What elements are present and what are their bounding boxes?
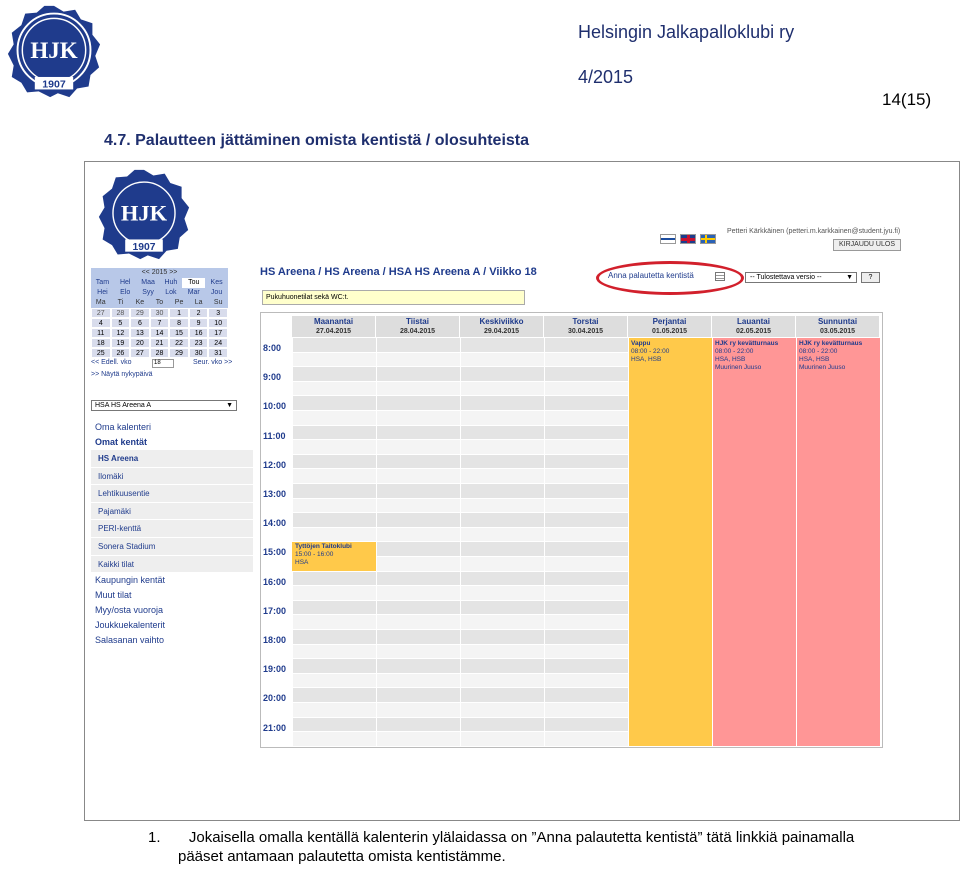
time-slot[interactable]	[377, 572, 460, 587]
svg-text:1907: 1907	[132, 241, 156, 253]
feedback-link[interactable]: Anna palautetta kentistä	[608, 271, 694, 280]
side-menu	[91, 420, 253, 648]
time-slot[interactable]	[293, 703, 376, 718]
time-slot[interactable]	[545, 601, 628, 616]
event-time: 15:00 - 16:00	[295, 551, 334, 559]
field-list	[91, 450, 253, 573]
time-slot[interactable]	[377, 542, 460, 557]
time-slot[interactable]	[545, 572, 628, 587]
day-date: 28.04.2015	[399, 328, 436, 335]
event-who: HSA, HSB	[715, 356, 746, 363]
day-cell[interactable]: 18	[91, 338, 111, 348]
day-date: 29.04.2015	[483, 328, 520, 335]
app-screenshot	[84, 161, 960, 821]
hour-label: 11:00	[263, 430, 286, 441]
day-name: Perjantai	[652, 317, 687, 326]
time-slot[interactable]	[461, 645, 544, 660]
week-calendar	[260, 312, 883, 748]
time-slot[interactable]	[545, 353, 628, 368]
menu-item[interactable]: Muut tilat	[95, 590, 132, 601]
prev-week-link[interactable]: << Edell. vko	[91, 359, 132, 366]
month-huh[interactable]: Huh	[160, 278, 183, 288]
field-item[interactable]: PERI-kenttä	[91, 520, 253, 538]
time-slot[interactable]	[377, 353, 460, 368]
time-slot[interactable]	[461, 674, 544, 689]
time-slot[interactable]	[293, 396, 376, 411]
swedish-flag-icon[interactable]	[700, 234, 716, 244]
other-menu-list	[91, 573, 253, 648]
time-slot[interactable]	[293, 338, 376, 353]
time-slot[interactable]	[293, 601, 376, 616]
highlight-circle	[596, 261, 744, 295]
time-slot[interactable]	[293, 732, 376, 747]
month-lok[interactable]: Lok	[160, 288, 183, 298]
event-who: HSA, HSB	[799, 356, 830, 363]
day-cell[interactable]: 9	[189, 318, 209, 328]
time-slot[interactable]	[377, 426, 460, 441]
time-slot[interactable]	[461, 732, 544, 747]
time-slot[interactable]	[377, 367, 460, 382]
month-hei[interactable]: Hei	[91, 288, 114, 298]
menu-item[interactable]: Kaupungin kentät	[95, 575, 166, 586]
time-slot[interactable]	[545, 542, 628, 557]
day-cell[interactable]: 28	[111, 308, 131, 318]
time-slot[interactable]	[293, 645, 376, 660]
chevron-down-icon: ▼	[226, 402, 233, 409]
time-slot[interactable]	[293, 440, 376, 455]
time-slot[interactable]	[293, 674, 376, 689]
day-date: 01.05.2015	[651, 328, 688, 335]
day-name: Torstai	[572, 317, 599, 326]
venue-select-value: HSA HS Areena A	[95, 402, 152, 409]
menu-item[interactable]: Joukkuekalenterit	[95, 620, 166, 631]
hour-label: 16:00	[263, 576, 287, 587]
hour-label: 9:00	[263, 372, 282, 383]
event-who: HSA, HSB	[631, 356, 662, 363]
day-column[interactable]	[544, 338, 628, 746]
menu-my-calendar[interactable]: Oma kalenteri	[95, 422, 152, 432]
time-slot[interactable]	[293, 513, 376, 528]
day-cell[interactable]: 5	[111, 318, 131, 328]
field-item[interactable]: Ilomäki	[91, 468, 253, 486]
month-syy[interactable]: Syy	[137, 288, 160, 298]
instruction-line-1	[148, 829, 854, 847]
svg-text:HJK: HJK	[120, 200, 168, 226]
month-elo[interactable]: Elo	[114, 288, 137, 298]
time-slot[interactable]	[377, 499, 460, 514]
time-slot[interactable]	[377, 396, 460, 411]
time-slot[interactable]	[377, 718, 460, 733]
time-slot[interactable]	[461, 688, 544, 703]
day-header	[544, 316, 627, 337]
event-person: Muurinen Juuso	[799, 364, 846, 371]
time-slot[interactable]	[545, 732, 628, 747]
time-slot[interactable]	[377, 455, 460, 470]
field-item[interactable]: Kaikki tilat	[91, 556, 253, 574]
day-column[interactable]	[712, 338, 796, 746]
show-today-link[interactable]: >> Näytä nykypäivä	[91, 371, 153, 378]
weekday-label: Ti	[111, 298, 131, 308]
calendar-event[interactable]	[799, 340, 879, 372]
day-cell[interactable]: 23	[189, 338, 209, 348]
year-nav[interactable]: << 2015 >>	[91, 268, 228, 278]
time-slot[interactable]	[545, 338, 628, 353]
event-title: Vappu	[631, 340, 651, 347]
time-slot[interactable]	[461, 338, 544, 353]
hour-label: 21:00	[263, 722, 287, 733]
page-number: 14(15)	[882, 90, 932, 109]
time-slot[interactable]	[377, 703, 460, 718]
svg-text:HJK: HJK	[30, 36, 78, 63]
svg-text:1907: 1907	[42, 78, 66, 91]
event-title: Tyttöjen Taitoklubi	[295, 543, 352, 551]
time-slot[interactable]	[377, 469, 460, 484]
calendar-event[interactable]	[292, 542, 376, 571]
day-cell[interactable]: 27	[91, 308, 111, 318]
time-slot[interactable]	[545, 455, 628, 470]
time-slot[interactable]	[545, 411, 628, 426]
day-cell[interactable]: 24	[208, 338, 228, 348]
organization-name: Helsingin Jalkapalloklubi ry	[578, 22, 795, 42]
time-slot[interactable]	[545, 513, 628, 528]
time-slot[interactable]	[461, 484, 544, 499]
hour-label: 13:00	[263, 489, 287, 499]
day-cell[interactable]: 7	[150, 318, 170, 328]
time-slot[interactable]	[377, 557, 460, 572]
day-date: 27.04.2015	[315, 328, 352, 335]
time-slot[interactable]	[461, 528, 544, 543]
day-header	[376, 316, 459, 337]
time-slot[interactable]	[377, 674, 460, 689]
day-cell[interactable]: 13	[130, 328, 150, 338]
time-slot[interactable]	[461, 396, 544, 411]
day-cell[interactable]: 29	[130, 308, 150, 318]
day-cell[interactable]: 2	[189, 308, 209, 318]
day-header	[460, 316, 543, 337]
time-slot[interactable]	[461, 572, 544, 587]
day-cell[interactable]: 28	[150, 348, 170, 358]
time-slot[interactable]	[293, 484, 376, 499]
month-tou[interactable]: Tou	[182, 278, 205, 288]
time-slot[interactable]	[293, 572, 376, 587]
time-slot[interactable]	[293, 367, 376, 382]
section-title: 4.7. Palautteen jättäminen omista kentistä / olosuhteista	[104, 132, 530, 149]
time-slot[interactable]	[377, 586, 460, 601]
time-slot[interactable]	[545, 703, 628, 718]
day-cell[interactable]: 22	[169, 338, 189, 348]
time-slot[interactable]	[545, 396, 628, 411]
day-cell[interactable]: 11	[91, 328, 111, 338]
day-cell[interactable]: 8	[169, 318, 189, 328]
day-name: Maanantai	[313, 317, 354, 326]
time-slot[interactable]	[293, 353, 376, 368]
field-item[interactable]: HS Areena	[91, 450, 253, 468]
hjk-logo	[6, 4, 102, 100]
menu-item[interactable]: Salasanan vaihto	[95, 635, 165, 646]
weekday-label: Su	[208, 298, 228, 308]
time-slot[interactable]	[293, 455, 376, 470]
time-slot[interactable]	[545, 645, 628, 660]
time-slot[interactable]	[293, 411, 376, 426]
time-slot[interactable]	[545, 440, 628, 455]
day-date: 30.04.2015	[567, 328, 604, 335]
time-slot[interactable]	[545, 367, 628, 382]
time-slot[interactable]	[293, 659, 376, 674]
calendar-title: HS Areena / HS Areena / HSA HS Areena A / Viikko 18	[260, 266, 537, 278]
time-slot[interactable]	[461, 382, 544, 397]
calendar-event[interactable]	[715, 340, 795, 372]
day-cell[interactable]: 30	[150, 308, 170, 318]
hour-label: 12:00	[263, 459, 287, 470]
chevron-down-icon: ▼	[846, 274, 853, 281]
weekday-label: Ma	[91, 298, 111, 308]
instruction-text-1: Jokaisella omalla kentällä kalenterin ylälaidassa on ”Anna palautetta kentistä” tätä linkkiä painamalla	[188, 829, 855, 846]
time-slot[interactable]	[545, 484, 628, 499]
time-slot[interactable]	[461, 630, 544, 645]
time-slot[interactable]	[377, 338, 460, 353]
menu-item[interactable]: Myy/osta vuoroja	[95, 605, 164, 616]
time-slot[interactable]	[545, 659, 628, 674]
day-cell[interactable]: 20	[130, 338, 150, 348]
time-slot[interactable]	[461, 542, 544, 557]
time-slot[interactable]	[377, 513, 460, 528]
week-number-input[interactable]: 18	[152, 359, 174, 368]
day-cell[interactable]: 15	[169, 328, 189, 338]
time-slot[interactable]	[461, 426, 544, 441]
time-slot[interactable]	[545, 557, 628, 572]
day-cell[interactable]: 12	[111, 328, 131, 338]
day-header	[292, 316, 375, 337]
day-cell[interactable]: 31	[208, 348, 228, 358]
weekday-label: Pe	[169, 298, 189, 308]
venue-select[interactable]	[91, 400, 237, 411]
time-slot[interactable]	[461, 703, 544, 718]
day-cell[interactable]: 30	[189, 348, 209, 358]
time-slot[interactable]	[377, 732, 460, 747]
time-slot[interactable]	[377, 601, 460, 616]
time-slot[interactable]	[461, 411, 544, 426]
time-slot[interactable]	[293, 688, 376, 703]
day-cell[interactable]: 27	[130, 348, 150, 358]
time-slot[interactable]	[293, 615, 376, 630]
event-who: HSA	[295, 559, 309, 567]
event-title: HJK ry kevätturnaus	[715, 340, 779, 347]
weekday-label: Ke	[130, 298, 150, 308]
document-date: 4/2015	[578, 67, 634, 87]
time-slot[interactable]	[293, 469, 376, 484]
event-time: 08:00 - 22:00	[631, 348, 670, 355]
day-cell[interactable]: 1	[169, 308, 189, 318]
time-slot[interactable]	[293, 586, 376, 601]
day-name: Lauantai	[737, 317, 770, 326]
mini-calendar	[91, 268, 228, 358]
time-slot[interactable]	[377, 382, 460, 397]
time-slot[interactable]	[545, 382, 628, 397]
time-slot[interactable]	[293, 426, 376, 441]
day-cell[interactable]: 10	[208, 318, 228, 328]
hour-label: 19:00	[263, 664, 287, 675]
time-slot[interactable]	[545, 528, 628, 543]
logout-button[interactable]: KIRJAUDU ULOS	[833, 239, 901, 251]
time-slot[interactable]	[545, 426, 628, 441]
day-name: Keskiviikko	[479, 317, 524, 326]
help-button[interactable]: ?	[861, 272, 880, 283]
day-date: 02.05.2015	[735, 328, 772, 335]
day-cell[interactable]: 14	[150, 328, 170, 338]
day-date: 03.05.2015	[819, 328, 856, 335]
day-cell[interactable]: 26	[111, 348, 131, 358]
time-slot[interactable]	[293, 528, 376, 543]
time-slot[interactable]	[377, 688, 460, 703]
day-column[interactable]	[376, 338, 460, 746]
time-slot[interactable]	[293, 718, 376, 733]
time-slot[interactable]	[545, 630, 628, 645]
day-grid	[91, 298, 228, 358]
event-person: Muurinen Juuso	[715, 364, 762, 371]
print-select-value: -- Tulostettava versio --	[750, 274, 822, 281]
hour-label: 20:00	[263, 693, 287, 704]
hour-label: 18:00	[263, 635, 287, 645]
time-slot[interactable]	[377, 645, 460, 660]
time-slot[interactable]	[461, 586, 544, 601]
hour-label: 15:00	[263, 547, 287, 558]
hour-label: 14:00	[263, 518, 287, 529]
time-slot[interactable]	[377, 440, 460, 455]
event-title: HJK ry kevätturnaus	[799, 340, 863, 347]
time-slot[interactable]	[545, 674, 628, 689]
menu-my-fields[interactable]: Omat kentät	[95, 437, 148, 447]
weekday-label: La	[189, 298, 209, 308]
day-cell[interactable]: 4	[91, 318, 111, 328]
print-version-select[interactable]	[745, 272, 857, 283]
hour-label: 10:00	[263, 401, 287, 412]
time-slot[interactable]	[377, 411, 460, 426]
month-mar[interactable]: Mar	[182, 288, 205, 298]
day-column[interactable]	[628, 338, 712, 746]
month-kes[interactable]: Kes	[205, 278, 228, 288]
day-column[interactable]	[460, 338, 544, 746]
time-slot[interactable]	[377, 659, 460, 674]
time-slot[interactable]	[461, 615, 544, 630]
day-cell[interactable]: 17	[208, 328, 228, 338]
time-slot[interactable]	[377, 615, 460, 630]
day-header	[712, 316, 795, 337]
time-slot[interactable]	[545, 586, 628, 601]
time-slot[interactable]	[545, 469, 628, 484]
day-cell[interactable]: 25	[91, 348, 111, 358]
time-slot[interactable]	[461, 440, 544, 455]
day-name: Tiistai	[406, 317, 429, 326]
time-slot[interactable]	[461, 353, 544, 368]
time-slot[interactable]	[461, 499, 544, 514]
time-slot[interactable]	[545, 718, 628, 733]
day-column[interactable]	[796, 338, 880, 746]
notice-box: Pukuhuonetilat sekä WC:t.	[262, 290, 525, 305]
day-cell[interactable]: 29	[169, 348, 189, 358]
time-slot[interactable]	[293, 630, 376, 645]
calendar-event[interactable]	[631, 340, 711, 364]
time-slot[interactable]	[293, 499, 376, 514]
day-cell[interactable]: 16	[189, 328, 209, 338]
time-slot[interactable]	[461, 718, 544, 733]
day-cell[interactable]: 3	[208, 308, 228, 318]
day-cell[interactable]: 21	[150, 338, 170, 348]
time-slot[interactable]	[293, 382, 376, 397]
event-time: 08:00 - 22:00	[799, 348, 838, 355]
month-jou[interactable]: Jou	[205, 288, 228, 298]
instruction-line-2: pääset antamaan palautetta omista kentistämme.	[178, 848, 506, 865]
next-week-link[interactable]: Seur. vko >>	[193, 359, 233, 366]
time-slot[interactable]	[377, 484, 460, 499]
time-slot[interactable]	[545, 499, 628, 514]
month-tam[interactable]: Tam	[91, 278, 114, 288]
time-slot[interactable]	[461, 557, 544, 572]
time-slot[interactable]	[545, 615, 628, 630]
day-header	[628, 316, 711, 337]
language-flags	[660, 234, 716, 244]
time-slot[interactable]	[461, 601, 544, 616]
month-hel[interactable]: Hel	[114, 278, 137, 288]
time-slot[interactable]	[545, 688, 628, 703]
time-slot[interactable]	[461, 469, 544, 484]
day-cell[interactable]: 6	[130, 318, 150, 328]
month-maa[interactable]: Maa	[137, 278, 160, 288]
time-slot[interactable]	[461, 367, 544, 382]
day-cell[interactable]: 19	[111, 338, 131, 348]
time-slot[interactable]	[377, 630, 460, 645]
field-item[interactable]: Sonera Stadium	[91, 538, 253, 556]
time-slot[interactable]	[377, 528, 460, 543]
time-slot[interactable]	[461, 659, 544, 674]
field-item[interactable]: Lehtikuusentie	[91, 485, 253, 503]
time-slot[interactable]	[461, 513, 544, 528]
event-time: 08:00 - 22:00	[715, 348, 754, 355]
month-grid	[91, 278, 228, 298]
hour-label: 8:00	[263, 343, 282, 353]
user-info: Petteri Kärkkäinen (petteri.m.karkkainen@student.jyu.fi)	[727, 228, 901, 235]
field-item[interactable]: Pajamäki	[91, 503, 253, 521]
instruction-number: 1.	[148, 829, 161, 846]
day-name: Sunnuntai	[817, 317, 858, 326]
app-hjk-logo	[97, 168, 191, 262]
day-header	[796, 316, 879, 337]
weekday-label: To	[150, 298, 170, 308]
english-flag-icon[interactable]	[680, 234, 696, 244]
time-slot[interactable]	[461, 455, 544, 470]
hour-label: 17:00	[263, 605, 287, 616]
finnish-flag-icon[interactable]	[660, 234, 676, 244]
